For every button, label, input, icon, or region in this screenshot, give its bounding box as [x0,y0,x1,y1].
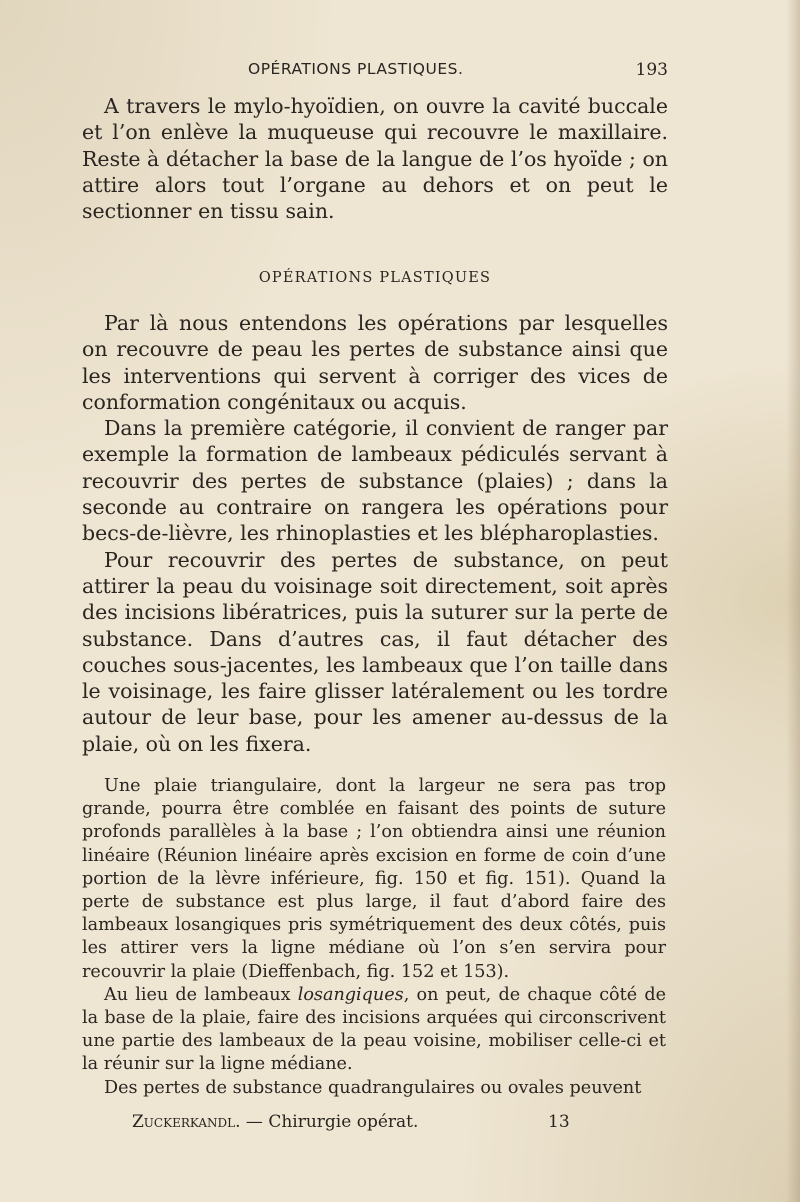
page-number: 193 [635,60,668,80]
italic-term: losangiques [297,984,404,1005]
intro-paragraph: A travers le mylo-hyoïdien, on ouvre la cavité buccale et l’on enlève la muqueuse qui recouvre le maxillaire. Reste à détacher la base de la langue de l’os hyoïde ; on attire alors tout l’organe au dehors et on peut le sectionner en tissu sain. [82,94,668,224]
section-body [82,310,668,757]
footer-short-title: Chirurgie opérat. [268,1112,419,1132]
page-edge-shadow [786,0,800,1202]
footer-citation [132,1112,418,1132]
small-paragraph-3: Des pertes de substance quadrangulaires ou ovales peuvent [104,1077,642,1098]
running-title: OPÉRATIONS PLASTIQUES. [248,60,464,78]
small-paragraph-2 [82,984,666,1077]
running-header [248,60,668,86]
small-paragraph-2-end: , on peut, de chaque côté de la base de la plaie, faire des incisions arquées qui circonscrivent une partie des lambeaux de la peau voisine, mobiliser celle-ci et la réunir sur la ligne médiane. [82,984,666,1075]
small-paragraph-1: Une plaie triangulaire, dont la largeur ne sera pas trop grande, pourra être comblée en faisant des points de suture profonds parallèles à la base ; l’on obtiendra ainsi une réunion linéaire (Réunion linéaire après excision en forme de coin d’une portion de la lèvre inférieure, fig. 150 et fig. 151). Quand la perte de substance est plus large, il faut d’abord faire des lambeaux losangiques pris symétriquement des deux côtés, puis les attirer vers la ligne médiane où l’on s’en servira pour recouvrir la plaie (Dieffenbach, fig. 152 et 153). [82,776,666,982]
running-footer [132,1112,572,1136]
footer-separator: — [245,1112,263,1132]
signature-mark: 13 [548,1112,570,1132]
section-paragraph-3: Pour recouvrir des pertes de substance, on peut attirer la peau du voisinage soit directement, soit après des incisions libératrices, puis la suturer sur la perte de substance. Dans d’autres cas, il faut détacher des couches sous-jacentes, les lambeaux que l’on taille dans le voisinage, les faire glisser latéralement ou les tordre autour de leur base, pour les amener au-dessus de la plaie, où on les fixera. [82,547,668,756]
small-paragraph-2-start: Au lieu de lambeaux [104,984,298,1005]
section-paragraph-1: Par là nous entendons les opérations par lesquelles on recouvre de peau les pertes de substance ainsi que les interventions qui servent à corriger des vices de conformation congénitaux ou acquis. [82,311,668,414]
intro-text-block [82,93,668,224]
small-text-block [82,775,666,1100]
section-heading: OPÉRATIONS PLASTIQUES [258,270,492,286]
section-paragraph-2: Dans la première catégorie, il convient de ranger par exemple la formation de lambeaux pédiculés servant à recouvrir des pertes de substance (plaies) ; dans la seconde au contraire on rangera les opérations pour becs-de-lièvre, les rhinoplasties et les blépharoplasties. [82,416,668,546]
footer-author: Zuckerkandl. [132,1112,241,1132]
